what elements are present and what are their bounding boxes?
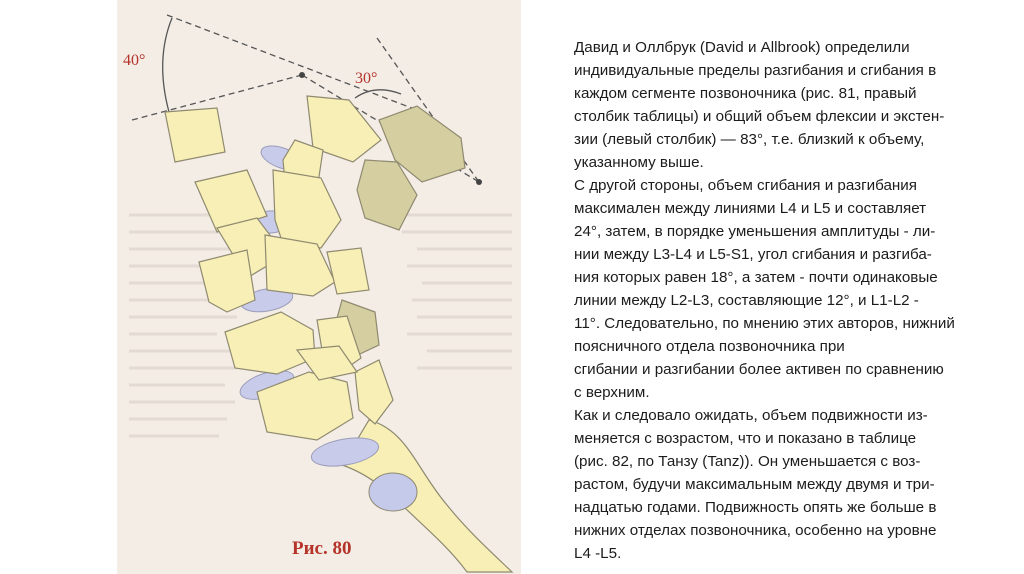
- text-line: (рис. 82, по Танзу (Tanz)). Он уменьшается с воз-: [574, 453, 921, 470]
- text-line: нижних отделах позвоночника, особенно на уровне: [574, 522, 937, 539]
- text-line: меняется с возрастом, что и показано в таблице: [574, 430, 917, 447]
- text-line: линии между L2-L3, составляющие 12°, и L1-L2 -: [574, 292, 919, 309]
- body-text: [574, 36, 1020, 565]
- text-line: с верхним.: [574, 384, 650, 401]
- spine-illustration: [117, 0, 521, 574]
- text-line: столбик таблицы) и общий объем флексии и экстен-: [574, 108, 945, 125]
- text-line: поясничного отдела позвоночника при: [574, 338, 845, 355]
- text-line: надцатью годами. Подвижность опять же больше в: [574, 499, 937, 516]
- text-line: Давид и Оллбрук (David и Allbrook) определили: [574, 39, 910, 56]
- figure-caption: Рис. 80: [292, 538, 352, 559]
- text-line: указанному выше.: [574, 154, 704, 171]
- text-line: максимален между линиями L4 и L5 и составляет: [574, 200, 927, 217]
- angle-label-upper: 40°: [123, 52, 146, 69]
- text-line: Как и следовало ожидать, объем подвижности из-: [574, 407, 928, 424]
- angle-label-lower: 30°: [355, 70, 378, 87]
- angle-arcs: [163, 18, 401, 112]
- text-line: растом, будучи максимальным между двумя и три-: [574, 476, 935, 493]
- text-line: ния которых равен 18°, а затем - почти одинаковые: [574, 269, 938, 286]
- text-line: индивидуальные пределы разгибания и сгибания в: [574, 62, 937, 79]
- text-line: С другой стороны, объем сгибания и разгибания: [574, 177, 918, 194]
- text-line: зии (левый столбик) — 83°, т.е. близкий к объему,: [574, 131, 925, 148]
- text-line: каждом сегменте позвоночника (рис. 81, правый: [574, 85, 917, 102]
- text-line: сгибании и разгибании более активен по сравнению: [574, 361, 944, 378]
- text-line: нии между L3-L4 и L5-S1, угол сгибания и разгиба-: [574, 246, 932, 263]
- text-line: 11°. Следовательно, по мнению этих авторов, нижний: [574, 315, 955, 332]
- spine-figure: [117, 0, 521, 574]
- text-line: 24°, затем, в порядке уменьшения амплитуды - ли-: [574, 223, 936, 240]
- text-line: L4 -L5.: [574, 545, 622, 562]
